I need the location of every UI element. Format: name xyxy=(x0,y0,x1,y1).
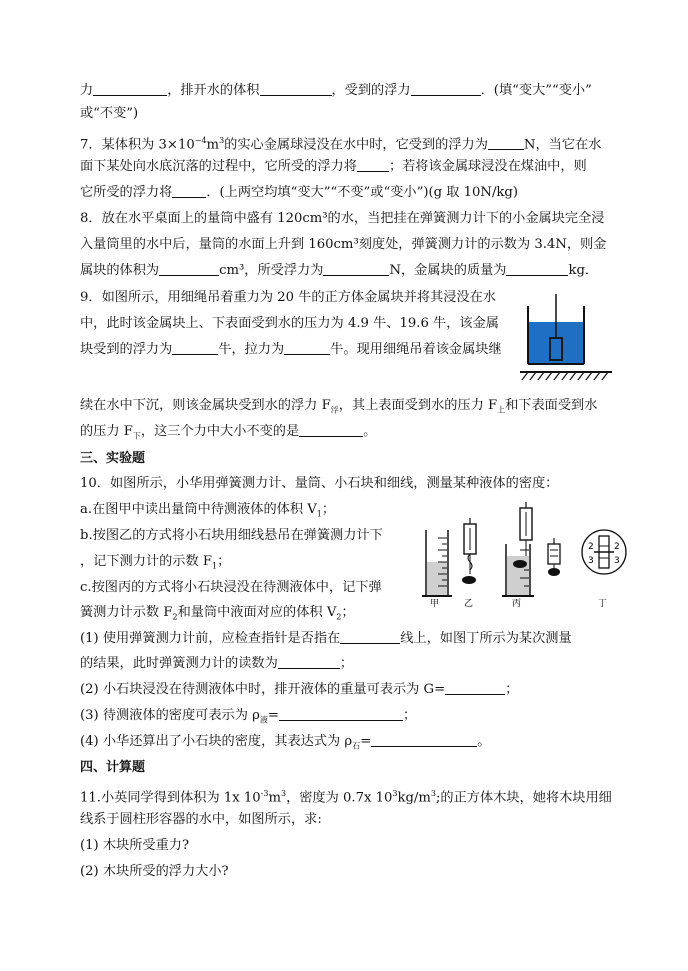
q11-line2 xyxy=(80,810,322,830)
gauge-label: 3 xyxy=(614,556,620,566)
gauge-label: 2 xyxy=(588,542,594,552)
q10-text: = xyxy=(360,734,372,749)
metal-block xyxy=(550,338,562,360)
q10-text: b.按图乙的方式将小石块用细线悬吊在弹簧测力计下 xyxy=(80,528,383,543)
q10-text: ； xyxy=(217,554,231,569)
q7-line3 xyxy=(80,183,518,203)
q10-text: ； xyxy=(339,656,353,671)
density-experiment-figure xyxy=(418,500,642,608)
q9-text: 的压力 F xyxy=(80,424,133,439)
subscript: 下 xyxy=(132,431,141,441)
q10-part2 xyxy=(80,680,518,700)
gauge-label: 2 xyxy=(614,542,620,552)
q10-text: = xyxy=(267,708,279,723)
q10-line1 xyxy=(80,474,558,494)
q6-text: ，排开水的体积 xyxy=(167,83,260,98)
q8-text: kg． xyxy=(568,263,599,278)
q7-text: m xyxy=(206,137,220,153)
exponent: 3 xyxy=(280,789,287,798)
subscript: 1 xyxy=(212,561,218,571)
q10-text: ； xyxy=(505,682,519,697)
q10-part1-line2 xyxy=(80,654,353,674)
q9-line3 xyxy=(80,340,502,360)
subscript: 1 xyxy=(316,509,322,519)
exponent: 3 xyxy=(219,136,225,145)
q11-text: ;的正方体木块，她将木块用细 xyxy=(435,790,612,806)
answer-blank[interactable] xyxy=(323,261,389,276)
q11-item1 xyxy=(80,836,189,856)
q10-text: 簧测力计示数 F xyxy=(80,605,173,620)
answer-blank[interactable] xyxy=(488,135,524,150)
q10-step-c2 xyxy=(80,603,355,628)
answer-blank[interactable] xyxy=(172,340,218,355)
answer-blank[interactable] xyxy=(159,261,219,276)
q9-line1 xyxy=(80,288,496,308)
q9-text: 。 xyxy=(363,424,377,439)
answer-blank[interactable] xyxy=(445,680,505,695)
answer-blank[interactable] xyxy=(279,706,403,721)
q11-text: (2) 木块所受的浮力大小? xyxy=(80,864,229,879)
q11-text: 11.小英同学得到体积为 1x 10 xyxy=(80,790,261,806)
q9-text: ，这三个力中大小不变的是 xyxy=(140,424,300,439)
q7-text: 的实心金属球浸没在水中时，它受到的浮力为 xyxy=(224,137,488,153)
q10-step-c1 xyxy=(80,578,382,598)
q9-line4 xyxy=(80,396,597,421)
q10-text: 的结果，此时弹簧测力计的读数为 xyxy=(80,656,278,671)
q10-step-b1 xyxy=(80,526,383,546)
q10-text: 线上，如图丁所示为某次测量 xyxy=(400,631,572,646)
q6-line2 xyxy=(80,104,138,124)
q8-text: 入量筒里的水中后，量筒的水面上升到 160cm³刻度处，弹簧测力计的示数为 3.4N，则金 xyxy=(80,237,607,252)
figure-label-jia: 甲 xyxy=(430,599,440,608)
answer-blank[interactable] xyxy=(172,183,206,198)
q10-text: (2) 小石块浸没在待测液体中时，排开液体的重量可表示为 G= xyxy=(80,682,446,697)
q11-text: 线系于圆柱形容器的水中，如图所示，求: xyxy=(80,812,322,827)
q10-text: a.在图甲中读出量筒中待测液体的体积 V xyxy=(80,502,317,517)
q10-text: (1) 使用弹簧测力计前，应检查指针是否指在 xyxy=(80,631,341,646)
q10-text: 。 xyxy=(477,734,491,749)
answer-blank[interactable] xyxy=(299,422,363,437)
q7-text: 7．某体积为 3×10 xyxy=(80,137,195,153)
answer-blank[interactable] xyxy=(93,81,167,96)
q8-text: 8．放在水平桌面上的量筒中盛有 120cm³的水，当把挂在弹簧测力计下的小金属块完全浸 xyxy=(80,211,605,226)
beaker-block-figure xyxy=(516,292,620,384)
q10-step-b2 xyxy=(80,552,230,577)
spring-scale-yi xyxy=(462,518,476,584)
q7-text: ；若将该金属球浸没在煤油中，则 xyxy=(388,159,587,174)
figure-label-bing: 丙 xyxy=(512,599,522,608)
q8-line2 xyxy=(80,235,606,255)
q9-text: 牛。现用细绳吊着该金属块继 xyxy=(330,342,502,357)
stone xyxy=(462,576,476,584)
q8-text: cm³，所受浮力为 xyxy=(219,263,324,278)
exponent: 3 xyxy=(430,789,436,798)
q11-text: m xyxy=(268,790,281,806)
q11-line1 xyxy=(80,784,612,808)
q8-text: 属块的体积为 xyxy=(80,263,160,278)
answer-blank[interactable] xyxy=(340,629,400,644)
q7-line1 xyxy=(80,131,601,155)
spring-scale-bing xyxy=(502,502,534,596)
q9-text: 9．如图所示，用细绳吊着重力为 20 牛的正方体金属块并将其浸没在水 xyxy=(80,290,496,305)
q8-line1 xyxy=(80,209,605,229)
q6-text: 力 xyxy=(80,83,94,98)
answer-blank[interactable] xyxy=(411,81,481,96)
q9-text: 中，此时该金属块上、下表面受到水的压力为 4.9 牛、19.6 牛，该金属 xyxy=(80,316,499,331)
figure-label-yi: 乙 xyxy=(464,599,474,608)
q9-text: ，其上表面受到水的压力 F xyxy=(338,398,498,413)
q7-text: 面下某处向水底沉落的过程中，它所受的浮力将 xyxy=(80,159,357,174)
q9-text: 续在水中下沉，则该金属块受到水的浮力 F xyxy=(80,398,331,413)
q9-line2 xyxy=(80,314,499,334)
q10-text: ，记下测力计的示数 F xyxy=(80,554,213,569)
spring-scale-small xyxy=(548,538,560,576)
q11-text: (1) 木块所受重力? xyxy=(80,838,190,853)
q10-text: ； xyxy=(402,708,417,723)
q11-item2 xyxy=(80,862,229,882)
gauge-ding xyxy=(582,530,626,574)
q10-text: 10．如图所示，小华用弹簧测力计、量筒、小石块和细线，测量某种液体的密度： xyxy=(80,476,559,491)
q10-text: 和量筒中液面对应的体积 V xyxy=(177,605,337,620)
q7-line2 xyxy=(80,157,587,177)
exponent: −4 xyxy=(194,136,207,145)
q9-line5 xyxy=(80,422,376,447)
subscript: 石 xyxy=(352,741,361,751)
q6-line1 xyxy=(80,81,592,101)
q10-text: ； xyxy=(321,502,336,517)
answer-blank[interactable] xyxy=(278,654,340,669)
q9-text: 和下表面受到水 xyxy=(505,398,598,413)
q10-text: ； xyxy=(341,605,355,620)
q6-text: ，受到的浮力 xyxy=(331,83,411,98)
q10-text: c.按图丙的方式将小石块浸没在待测液体中，记下弹 xyxy=(80,580,382,595)
q11-text: ，密度为 0.7x 10 xyxy=(286,790,393,806)
q10-text: (3) 待测液体的密度可表示为 ρ xyxy=(80,708,260,723)
section-heading-calculation: 四、计算题 xyxy=(80,760,146,775)
q9-text: 块受到的浮力为 xyxy=(80,342,173,357)
subscript: 2 xyxy=(172,612,178,622)
q11-text: kg/m xyxy=(397,790,431,806)
q10-part4 xyxy=(80,732,490,757)
answer-blank[interactable] xyxy=(260,81,332,96)
answer-blank[interactable] xyxy=(284,340,330,355)
q10-part3 xyxy=(80,706,416,731)
figure-label-ding: 丁 xyxy=(598,599,608,608)
exponent: -3 xyxy=(260,789,269,798)
q7-text: 它所受的浮力将 xyxy=(80,185,173,200)
subscript: 液 xyxy=(259,715,268,725)
q10-text: (4) 小华还算出了小石块的密度，其表达式为 ρ xyxy=(80,734,353,749)
q8-line3 xyxy=(80,261,598,281)
q8-text: N，金属块的质量为 xyxy=(389,263,507,278)
q6-text: 或“不变”) xyxy=(80,106,139,121)
q10-step-a xyxy=(80,500,335,525)
q9-text: 牛，拉力为 xyxy=(218,342,285,357)
q7-text: N，当它在水 xyxy=(523,137,602,153)
section-heading-experiment: 三、实验题 xyxy=(80,451,146,466)
cylinder-jia xyxy=(422,530,452,596)
answer-blank[interactable] xyxy=(357,157,389,172)
q7-text: ．(上两空均填“变大”“不变”或“变小”)(g 取 10N/kg) xyxy=(206,185,518,200)
subscript: 上 xyxy=(497,405,506,415)
answer-blank[interactable] xyxy=(506,261,568,276)
answer-blank[interactable] xyxy=(371,732,477,747)
q10-part1 xyxy=(80,629,572,649)
gauge-label: 3 xyxy=(588,556,594,566)
q6-text: ．(填“变大”“变小” xyxy=(480,83,592,98)
exponent: 3 xyxy=(392,789,398,798)
subscript: 2 xyxy=(336,612,342,622)
table-hatching xyxy=(522,372,608,380)
subscript: 浮 xyxy=(330,405,339,415)
